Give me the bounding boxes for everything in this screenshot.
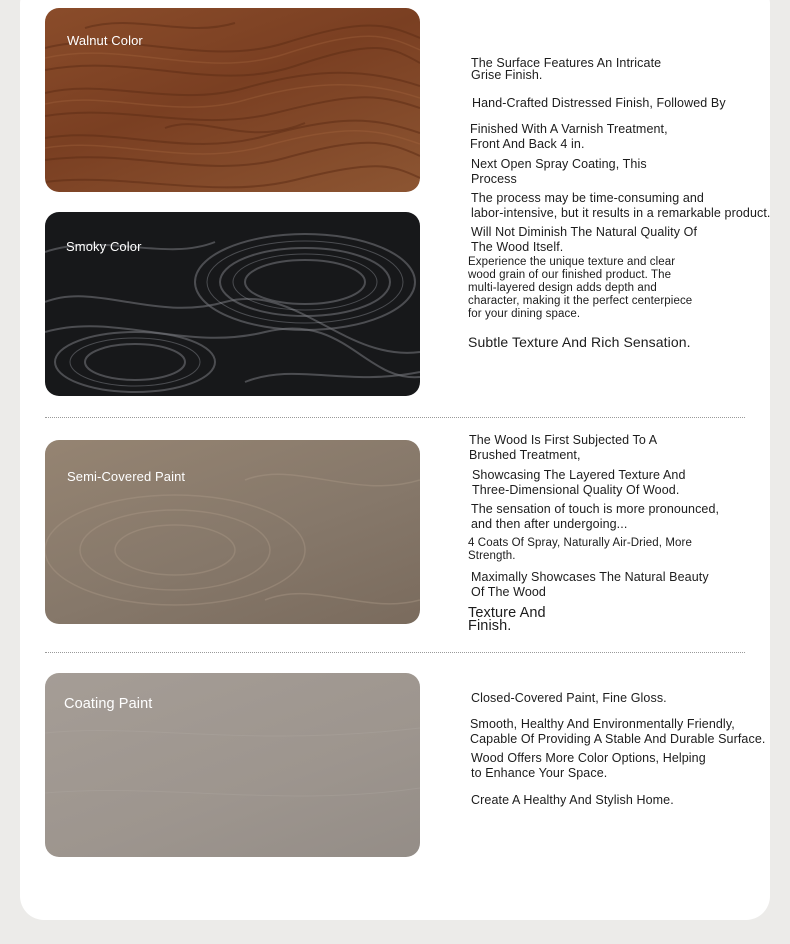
- smoky-text-3: Experience the unique texture and clear wood grain of our finished product. The multi-layered design adds depth and character, making it the perfect centerpiece for your dining space.: [468, 256, 693, 320]
- coating-text-4: Create A Healthy And Stylish Home.: [471, 793, 674, 807]
- walnut-text-2: Hand-Crafted Distressed Finish, Followed By: [472, 96, 726, 110]
- walnut-text-4: Next Open Spray Coating, This Process: [471, 157, 647, 186]
- section-divider: [45, 417, 745, 418]
- walnut-swatch-image: [45, 8, 420, 192]
- semi-text-1: The Wood Is First Subjected To A Brushed Treatment,: [469, 433, 658, 462]
- coating-text-3: Wood Offers More Color Options, Helping to Enhance Your Space.: [471, 751, 706, 780]
- smoky-text-1: The process may be time-consuming and labor-intensive, but it results in a remarkable product.: [471, 191, 771, 220]
- semi-text-2: Showcasing The Layered Texture And Three-Dimensional Quality Of Wood.: [472, 468, 686, 497]
- semi-text-5: Maximally Showcases The Natural Beauty Of The Wood: [471, 570, 709, 599]
- coating-text-1: Closed-Covered Paint, Fine Gloss.: [471, 691, 667, 705]
- semi-text-3: The sensation of touch is more pronounced, and then after undergoing...: [471, 502, 720, 531]
- smoky-text-4: Subtle Texture And Rich Sensation.: [468, 334, 691, 350]
- section-divider: [45, 652, 745, 653]
- coating-paint-label: Coating Paint: [64, 696, 153, 712]
- semi-covered-swatch-image: [45, 440, 420, 624]
- coating-text-2: Smooth, Healthy And Environmentally Friendly, Capable Of Providing A Stable And Durable Surface.: [470, 717, 766, 746]
- walnut-color-label: Walnut Color: [67, 33, 143, 48]
- semi-covered-paint-label: Semi-Covered Paint: [67, 469, 186, 484]
- coating-swatch-image: [45, 673, 420, 857]
- smoky-swatch-image: [45, 212, 420, 396]
- smoky-text-2: Will Not Diminish The Natural Quality Of The Wood Itself.: [471, 225, 698, 254]
- smoky-color-label: Smoky Color: [66, 239, 142, 254]
- semi-text-6: Texture And Finish.: [468, 605, 546, 634]
- walnut-text-3: Finished With A Varnish Treatment, Front And Back 4 in.: [470, 122, 668, 151]
- walnut-text-1: The Surface Features An Intricate Grise Finish.: [471, 56, 662, 82]
- semi-text-4: 4 Coats Of Spray, Naturally Air-Dried, More Strength.: [468, 537, 692, 562]
